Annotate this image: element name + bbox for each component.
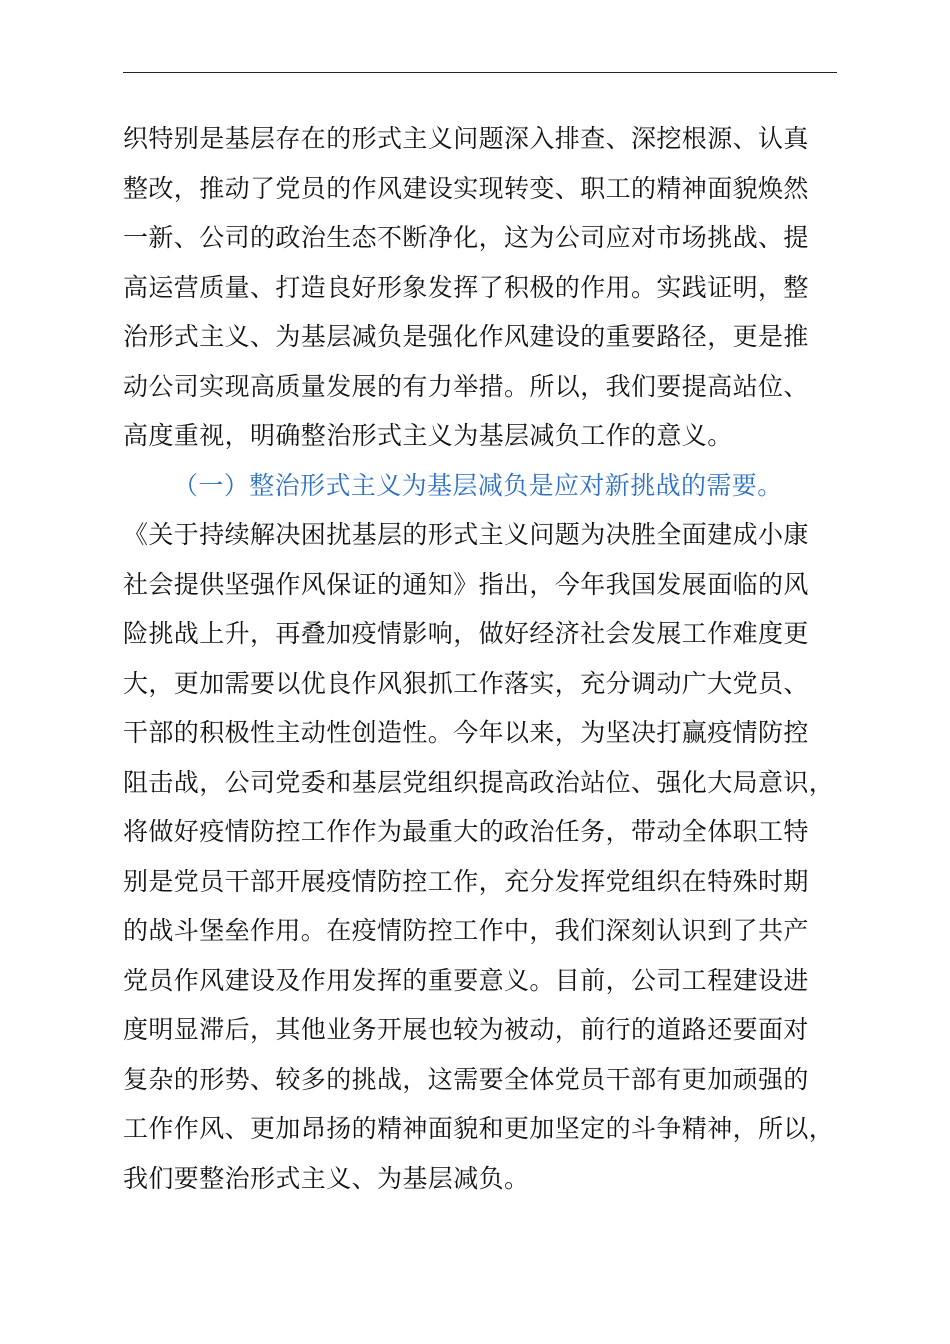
body-text [123, 114, 863, 1203]
section-heading: （一）整治形式主义为基层减负是应对新挑战的需要。 [173, 470, 783, 500]
paragraph-line: 阻击战，公司党委和基层党组织提高政治站位、强化大局意识， [123, 767, 835, 797]
paragraph-line: 险挑战上升，再叠加疫情影响，做好经济社会发展工作难度更 [123, 619, 809, 648]
paragraph-line: 高度重视，明确整治形式主义为基层减负工作的意义。 [123, 421, 733, 450]
paragraph-line: 大，更加需要以优良作风狠抓工作落实，充分调动广大党员、 [123, 668, 809, 698]
paragraph-line: 我们要整治形式主义、为基层减负。 [123, 1163, 530, 1193]
paragraph-line: 党员作风建设及作用发挥的重要意义。目前，公司工程建设进 [123, 965, 809, 995]
paragraph-line: 将做好疫情防控工作作为最重大的政治任务，带动全体职工特 [123, 817, 809, 846]
paragraph-line: 别是党员干部开展疫情防控工作，充分发挥党组织在特殊时期 [123, 866, 809, 896]
paragraph-line: 《关于持续解决困扰基层的形式主义问题为决胜全面建成小康 [123, 520, 809, 549]
paragraph-line: 治形式主义、为基层减负是强化作风建设的重要路径，更是推 [123, 322, 809, 351]
paragraph-line: 工作作风、更加昂扬的精神面貌和更加坚定的斗争精神，所以， [123, 1114, 835, 1143]
paragraph-line: 社会提供坚强作风保证的通知》指出，今年我国发展面临的风 [123, 569, 809, 599]
paragraph-line: 整改，推动了党员的作风建设实现转变、职工的精神面貌焕然 [123, 173, 809, 203]
paragraph-line: 度明显滞后，其他业务开展也较为被动，前行的道路还要面对 [123, 1015, 809, 1044]
paragraph-line: 动公司实现高质量发展的有力举措。所以，我们要提高站位、 [123, 371, 809, 401]
paragraph-line: 织特别是基层存在的形式主义问题深入排查、深挖根源、认真 [123, 124, 809, 153]
header-rule [123, 72, 837, 73]
paragraph-line: 复杂的形势、较多的挑战，这需要全体党员干部有更加顽强的 [123, 1064, 809, 1094]
paragraph-line: 高运营质量、打造良好形象发挥了积极的作用。实践证明，整 [123, 272, 809, 302]
paragraph-line: 的战斗堡垒作用。在疫情防控工作中，我们深刻认识到了共产 [123, 916, 809, 945]
paragraph-line: 干部的积极性主动性创造性。今年以来，为坚决打赢疫情防控 [123, 718, 809, 747]
paragraph-line: 一新、公司的政治生态不断净化，这为公司应对市场挑战、提 [123, 223, 809, 252]
